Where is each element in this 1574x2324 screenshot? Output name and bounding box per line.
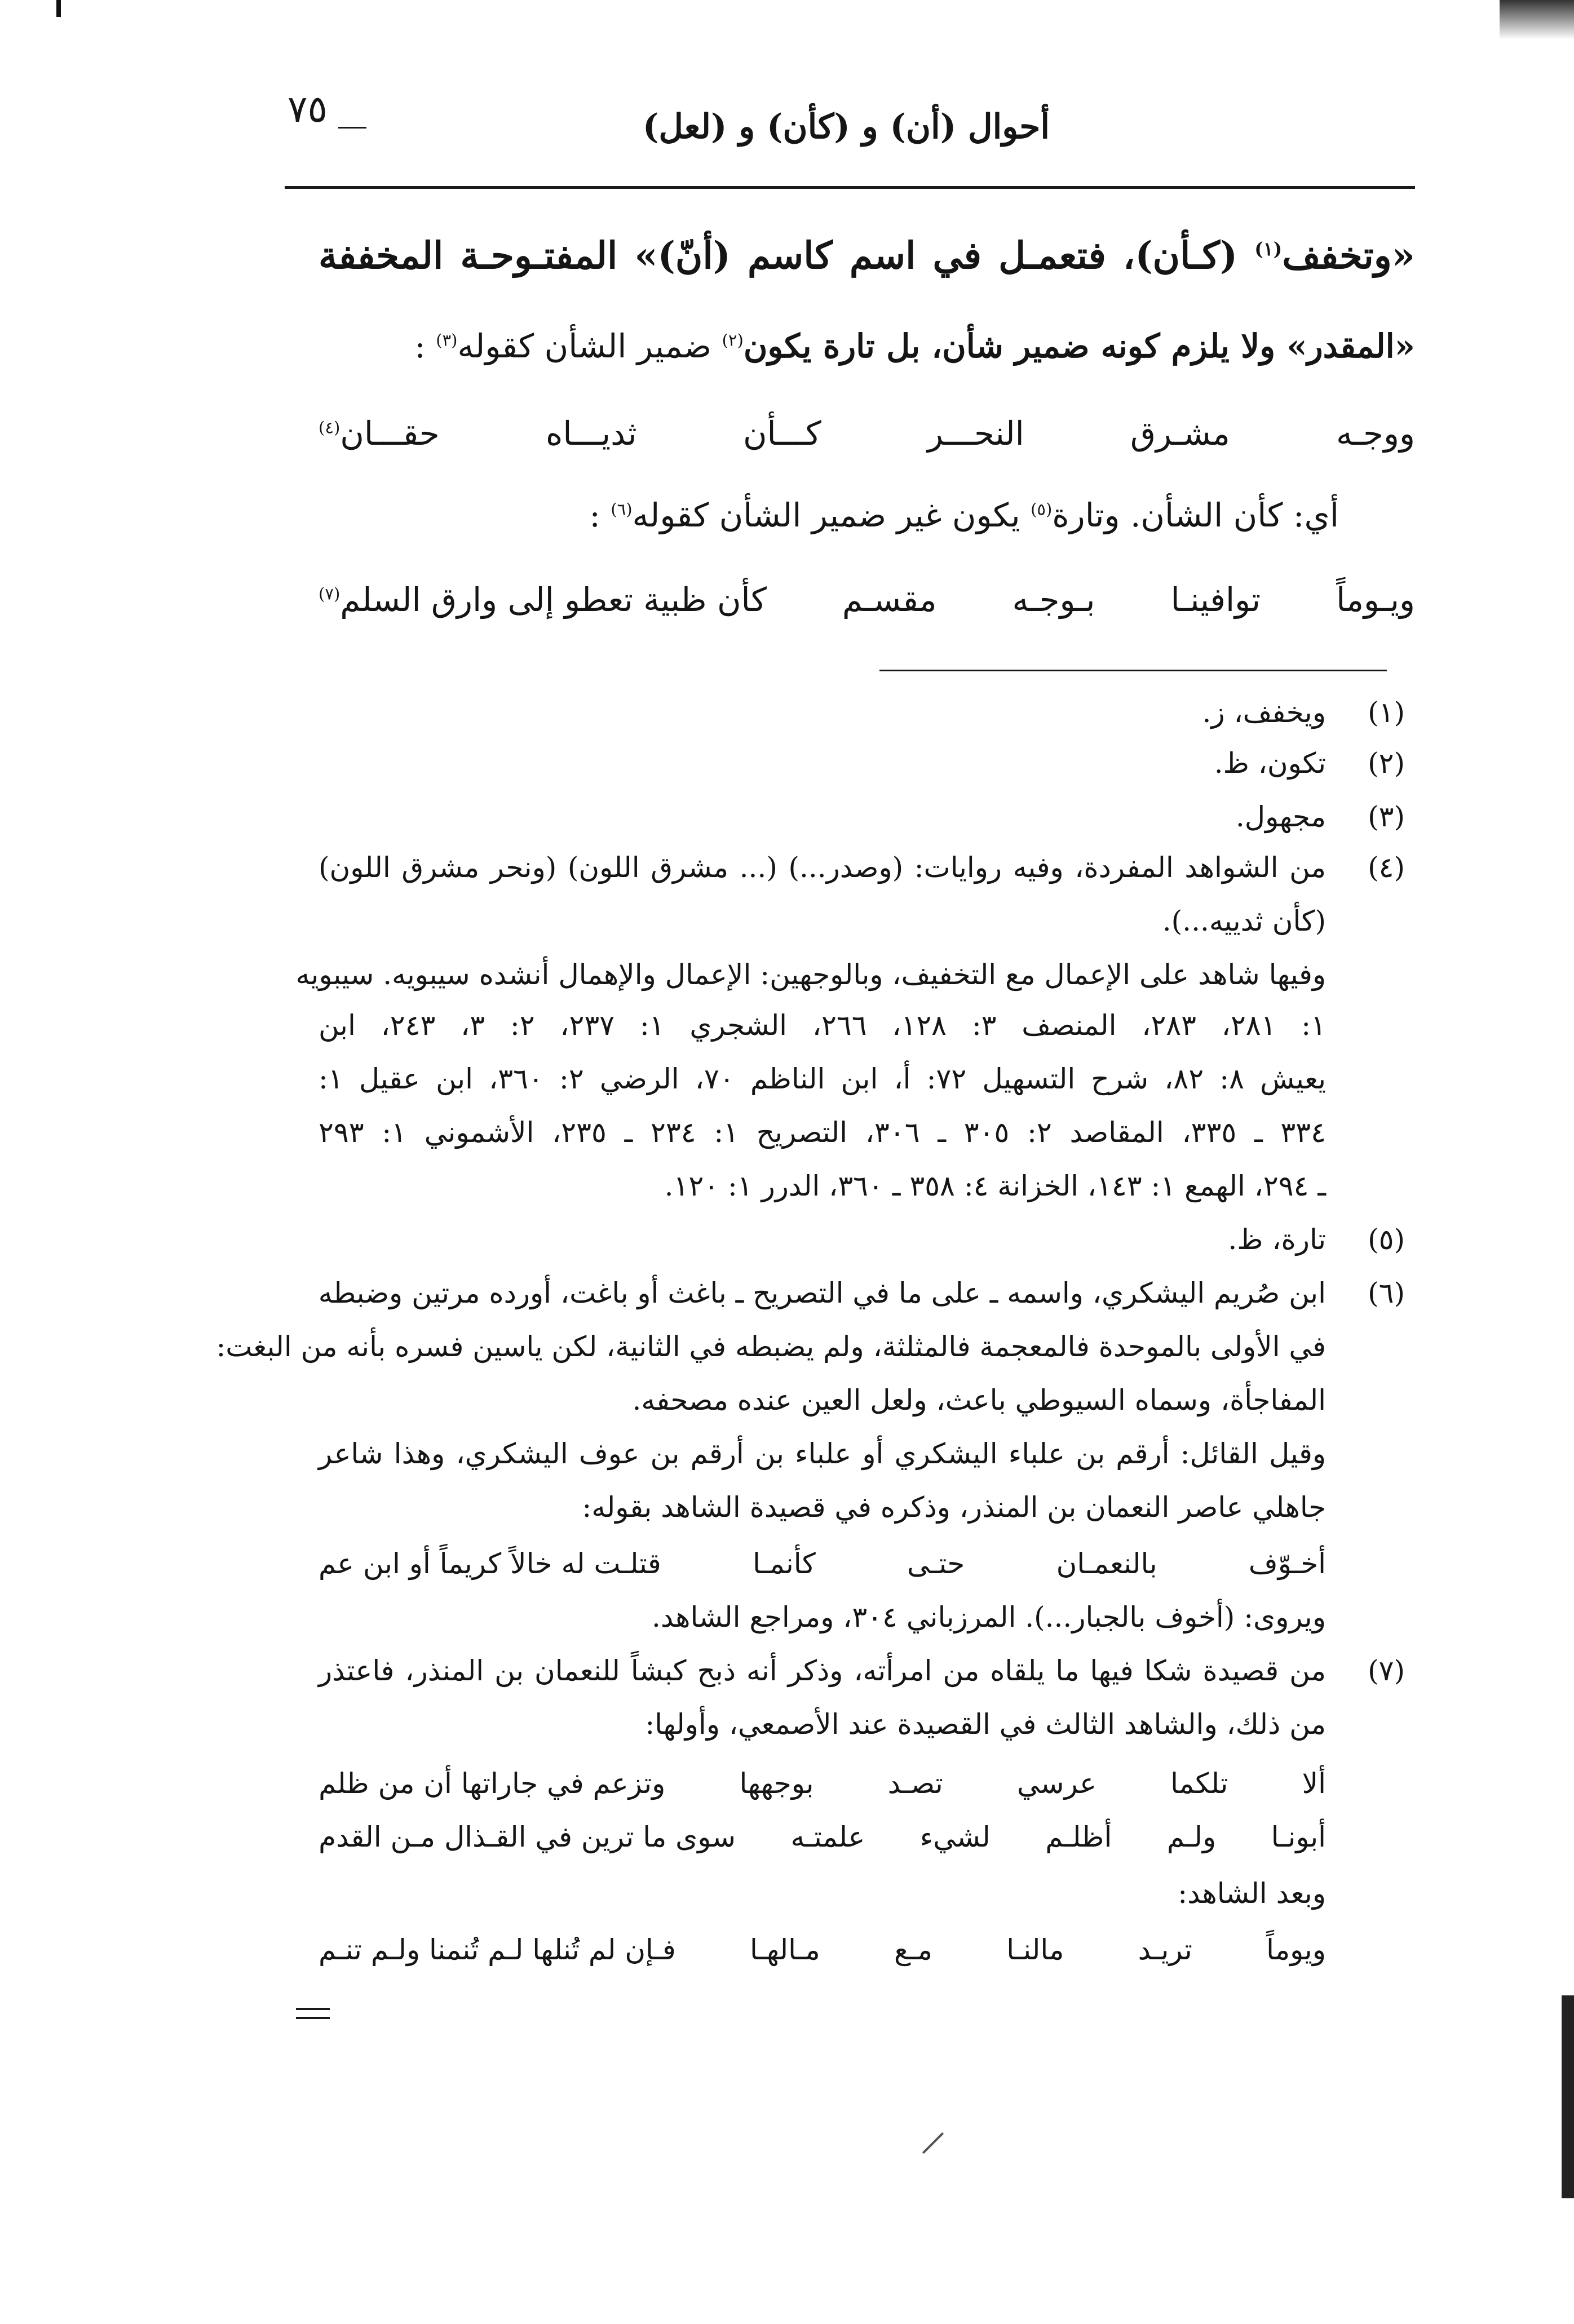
verse-word: تلكما <box>1170 1767 1228 1800</box>
stray-mark <box>922 2132 944 2154</box>
footnote-ref-5: (٥) <box>1031 499 1053 519</box>
verse-2-word: ويـوماً <box>1336 581 1415 619</box>
main-line-2 <box>414 327 1415 365</box>
verse-word: قتلـت له خالاً كريماً أو ابن عم <box>319 1547 661 1580</box>
main-line-4-end: : <box>589 496 611 534</box>
footnote-4-line: وفيها شاهد على الإعمال مع التخفيف، وبالوجهين: الإعمال والإهمال أنشده سيبويه. سيبويه <box>295 958 1326 991</box>
verse-1-word: حقـــان <box>340 414 440 453</box>
verse-word: عرسي <box>1017 1767 1097 1800</box>
footnote-7-verse-1 <box>319 1767 1326 1800</box>
verse-2 <box>319 581 1415 619</box>
verse-1-word: ثديـــاه <box>545 414 637 453</box>
footnote-ref-1: (١) <box>1254 238 1283 260</box>
footnote-5-number: (٥) <box>1368 1223 1405 1256</box>
footnote-6-line: المفاجأة، وسماه السيوطي باعث، ولعل العين عنده مصحفه. <box>632 1384 1326 1416</box>
footnote-4-line: ١: ٢٨١، ٢٨٣، المنصف ٣: ١٢٨، ٢٦٦، الشجري ١: ٢٣٧، ٢: ٣، ٢٤٣، ابن <box>319 1009 1326 1042</box>
main-line-2-b: ضمير الشأن كقوله <box>457 327 722 365</box>
verse-word: أبونـا <box>1271 1821 1326 1853</box>
verse-2-word: بـوجـه <box>1012 581 1095 619</box>
verse-word: ولـم <box>1166 1821 1217 1853</box>
footnote-ref-4: (٤) <box>319 418 341 437</box>
footnote-6-verse <box>319 1547 1326 1580</box>
verse-word: أخـوّف <box>1248 1547 1326 1580</box>
footnote-6-number: (٦) <box>1368 1277 1405 1309</box>
running-head: أحوال (أن) و (كأن) و (لعل) <box>642 107 1050 147</box>
verse-word: تريـد <box>1138 1933 1192 1966</box>
page-end-mark <box>296 2017 330 2019</box>
verse-2-word: كأن ظبية تعطو إلى وارق السلم <box>340 581 767 619</box>
footnote-7-line: من قصيدة شكا فيها ما يلقاه من امرأته، وذكر أنه ذبح كبشاً للنعمان بن المنذر، فاعتذر <box>319 1654 1326 1687</box>
verse-1-word: كـــأن <box>742 414 821 453</box>
scan-edge-top-right <box>1500 0 1574 39</box>
main-line-4 <box>589 496 1339 534</box>
footnote-3-text: مجهول. <box>1235 800 1326 833</box>
footnote-4-line: ٣٣٤ ـ ٣٣٥، المقاصد ٢: ٣٠٥ ـ ٣٠٦، التصريح ١: ٢٣٤ ـ ٢٣٥، الأشموني ١: ٢٩٣ <box>319 1116 1326 1149</box>
verse-1 <box>319 414 1415 453</box>
verse-2-word: مقسـم <box>842 581 937 619</box>
footnote-ref-2: (٢) <box>722 330 744 350</box>
footnote-4-line: (كأن ثدييه...). <box>1162 905 1326 937</box>
footnote-7-line: وبعد الشاهد: <box>1178 1877 1326 1910</box>
page-end-mark <box>296 2008 330 2010</box>
verse-word: ألا <box>1302 1767 1326 1800</box>
verse-word: فـإن لم تُنلها لـم تُنمنا ولـم تنـم <box>319 1933 676 1966</box>
header-rule <box>285 186 1415 189</box>
main-line-1-a: «وتخفف <box>1282 233 1415 277</box>
verse-word: لشيء <box>919 1821 991 1853</box>
footnote-ref-7: (٧) <box>319 584 341 604</box>
verse-word: كأنمـا <box>753 1547 816 1580</box>
verse-word: مـع <box>894 1933 933 1966</box>
verse-word: بالنعمـان <box>1056 1547 1157 1580</box>
verse-2-hemistich-2 <box>319 581 767 619</box>
main-line-1 <box>319 233 1415 277</box>
verse-1-word-last <box>319 414 440 453</box>
footnote-7-number: (٧) <box>1368 1654 1405 1687</box>
verse-word: بوجهها <box>739 1767 814 1800</box>
footnote-2-text: تكون، ظ. <box>1214 747 1326 780</box>
footnote-ref-6: (٦) <box>611 499 633 519</box>
verse-word: ويوماً <box>1266 1933 1326 1966</box>
footnote-separator <box>879 670 1387 671</box>
footnote-6-line: ابن صُريم اليشكري، واسمه ـ على ما في التصريح ـ باغث أو باغت، أورده مرتين وضبطه <box>318 1277 1326 1309</box>
verse-word: علمتـه <box>790 1821 865 1853</box>
main-line-4-a: أي: كأن الشأن. وتارة <box>1052 496 1339 534</box>
footnote-5-text: تارة، ظ. <box>1228 1223 1326 1256</box>
footnote-1-number: (١) <box>1368 696 1405 729</box>
main-line-2-end: : <box>414 327 436 365</box>
main-line-1-b: (كـأن)، فتعمـل في اسم كاسم (أنّ)» المفتـوحـة المخففة <box>319 233 1255 277</box>
verse-word: مالنـا <box>1006 1933 1064 1966</box>
main-line-4-b: يكون غير ضمير الشأن كقوله <box>632 496 1031 534</box>
footnote-ref-3: (٣) <box>436 330 458 350</box>
footnote-4-line: من الشواهد المفردة، وفيه روايات: (وصدر...) (... مشرق اللون) (ونحر مشرق اللون) <box>319 851 1326 884</box>
page-number: ٧٥ <box>288 87 328 131</box>
footnote-6-line: ويروى: (أخوف بالجبار...). المرزباني ٣٠٤، ومراجع الشاهد. <box>652 1601 1326 1634</box>
verse-word: سوى ما ترين في القـذال مـن القدم <box>319 1821 736 1853</box>
verse-2-word: توافينـا <box>1170 581 1261 619</box>
verse-word: حتـى <box>907 1547 965 1580</box>
footnote-2-number: (٢) <box>1368 747 1405 780</box>
scan-edge-top-left <box>56 0 61 17</box>
footnote-6-line: وقيل القائل: أرقم بن علباء اليشكري أو علباء بن أرقم بن عوف اليشكري، وهذا شاعر <box>319 1437 1326 1470</box>
footnote-6-line: في الأولى بالموحدة فالمعجمة فالمثلثة، ولم يضبطه في الثانية، لكن ياسين فسره بأنه من البغت: <box>216 1330 1326 1363</box>
footnote-7-verse-3 <box>319 1933 1326 1966</box>
footnote-4-line: يعيش ٨: ٨٢، شرح التسهيل ٧٢: أ، ابن الناظم ٧٠، الرضي ٢: ٣٦٠، ابن عقيل ١: <box>319 1063 1326 1095</box>
footnote-7-verse-2 <box>319 1821 1326 1853</box>
verse-1-word: النحـــر <box>927 414 1024 453</box>
footnote-7-line: من ذلك، والشاهد الثالث في القصيدة عند الأصمعي، وأولها: <box>645 1708 1326 1741</box>
verse-1-word: ووجـه <box>1336 414 1415 453</box>
main-line-2-a: «المقدر» ولا يلزم كونه ضمير شأن، بل تارة يكون <box>743 327 1415 365</box>
scan-edge-right <box>1562 1995 1574 2198</box>
verse-word: مـالهـا <box>750 1933 820 1966</box>
header-dash <box>338 127 366 129</box>
verse-1-word: مشـرق <box>1130 414 1230 453</box>
footnote-6-line: جاهلي عاصر النعمان بن المنذر، وذكره في قصيدة الشاهد بقوله: <box>582 1491 1326 1524</box>
footnote-3-number: (٣) <box>1368 800 1405 833</box>
verse-word: وتزعم في جاراتها أن من ظلم <box>319 1767 666 1800</box>
verse-word: تصـد <box>887 1767 943 1800</box>
footnote-1-text: ويخفف، ز. <box>1202 696 1326 729</box>
verse-word: أظلـم <box>1045 1821 1112 1853</box>
footnote-4-number: (٤) <box>1368 851 1405 884</box>
footnote-4-line: ـ ٢٩٤، الهمع ١: ١٤٣، الخزانة ٤: ٣٥٨ ـ ٣٦٠، الدرر ١: ١٢٠. <box>664 1170 1326 1202</box>
